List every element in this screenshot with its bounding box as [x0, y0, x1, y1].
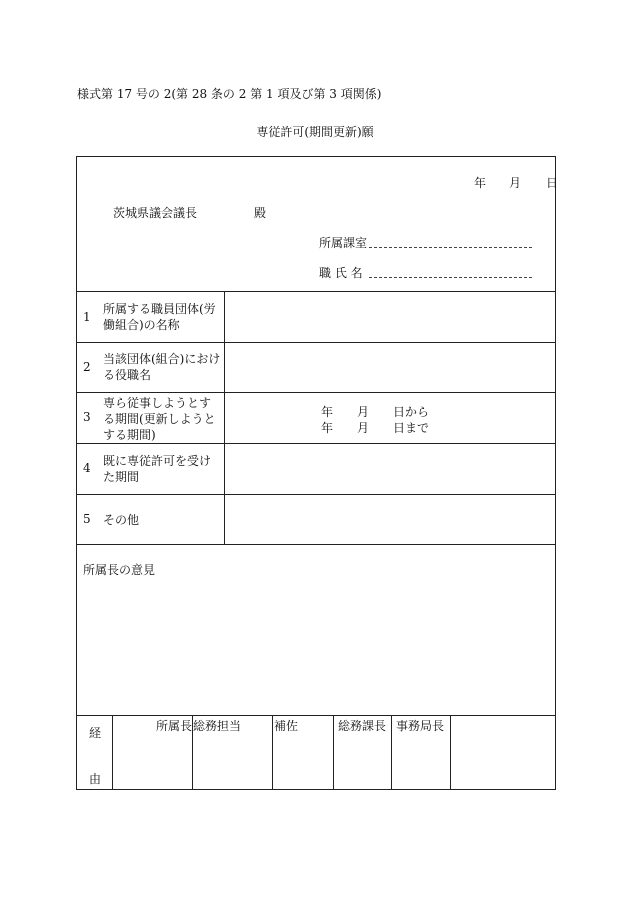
routing-side-label-top: 経 — [89, 726, 102, 740]
item-4-label: 既に専従許可を受けた期間 — [103, 454, 212, 484]
item-4-number: 4 — [83, 461, 91, 475]
stamp-column-secretariat-chief: 事務局長 — [396, 719, 445, 733]
item-5-number: 5 — [83, 512, 91, 526]
item-1-value[interactable] — [229, 307, 549, 331]
name-field[interactable] — [369, 265, 532, 278]
item-3-period-to[interactable]: 年 月 日まで — [321, 421, 430, 435]
name-label: 職 氏 名 — [319, 266, 363, 280]
stamp-column-general-affairs: 総務担当 — [193, 719, 242, 733]
opinion-label: 所属長の意見 — [83, 563, 156, 577]
department-field[interactable] — [369, 235, 532, 248]
item-1-label: 所属する職員団体(労働組合)の名称 — [103, 302, 216, 332]
item-5-label: その他 — [103, 513, 140, 527]
item-3-period-from[interactable]: 年 月 日から — [321, 405, 430, 419]
stamp-column-section-head: 所属長 — [156, 719, 193, 733]
date-year-label: 年 — [474, 176, 487, 190]
routing-side-label-bottom: 由 — [89, 772, 102, 786]
form-number: 様式第 17 号の 2(第 28 条の 2 第 1 項及び第 3 項関係) — [77, 87, 382, 101]
date-day-label: 日 — [546, 176, 559, 190]
item-5-value[interactable] — [229, 507, 549, 531]
item-2-value[interactable] — [229, 357, 549, 381]
honorific: 殿 — [254, 206, 267, 220]
item-2-label: 当該団体(組合)における役職名 — [103, 352, 221, 382]
department-label: 所属課室 — [319, 236, 368, 250]
stamp-column-affairs-chief: 総務課長 — [338, 719, 387, 733]
application-form — [76, 156, 559, 790]
item-2-number: 2 — [83, 360, 91, 374]
stamp-column-assistant: 補佐 — [274, 719, 299, 733]
item-4-value[interactable] — [229, 457, 549, 481]
document-title: 専従許可(期間更新)願 — [256, 125, 374, 139]
date-month-label: 月 — [509, 176, 522, 190]
recipient: 茨城県議会議長 — [113, 206, 198, 220]
opinion-area[interactable] — [83, 581, 549, 707]
item-3-number: 3 — [83, 410, 91, 424]
item-3-label: 専ら従事しようとする期間(更新しようとする期間) — [103, 396, 216, 442]
item-1-number: 1 — [83, 310, 91, 324]
